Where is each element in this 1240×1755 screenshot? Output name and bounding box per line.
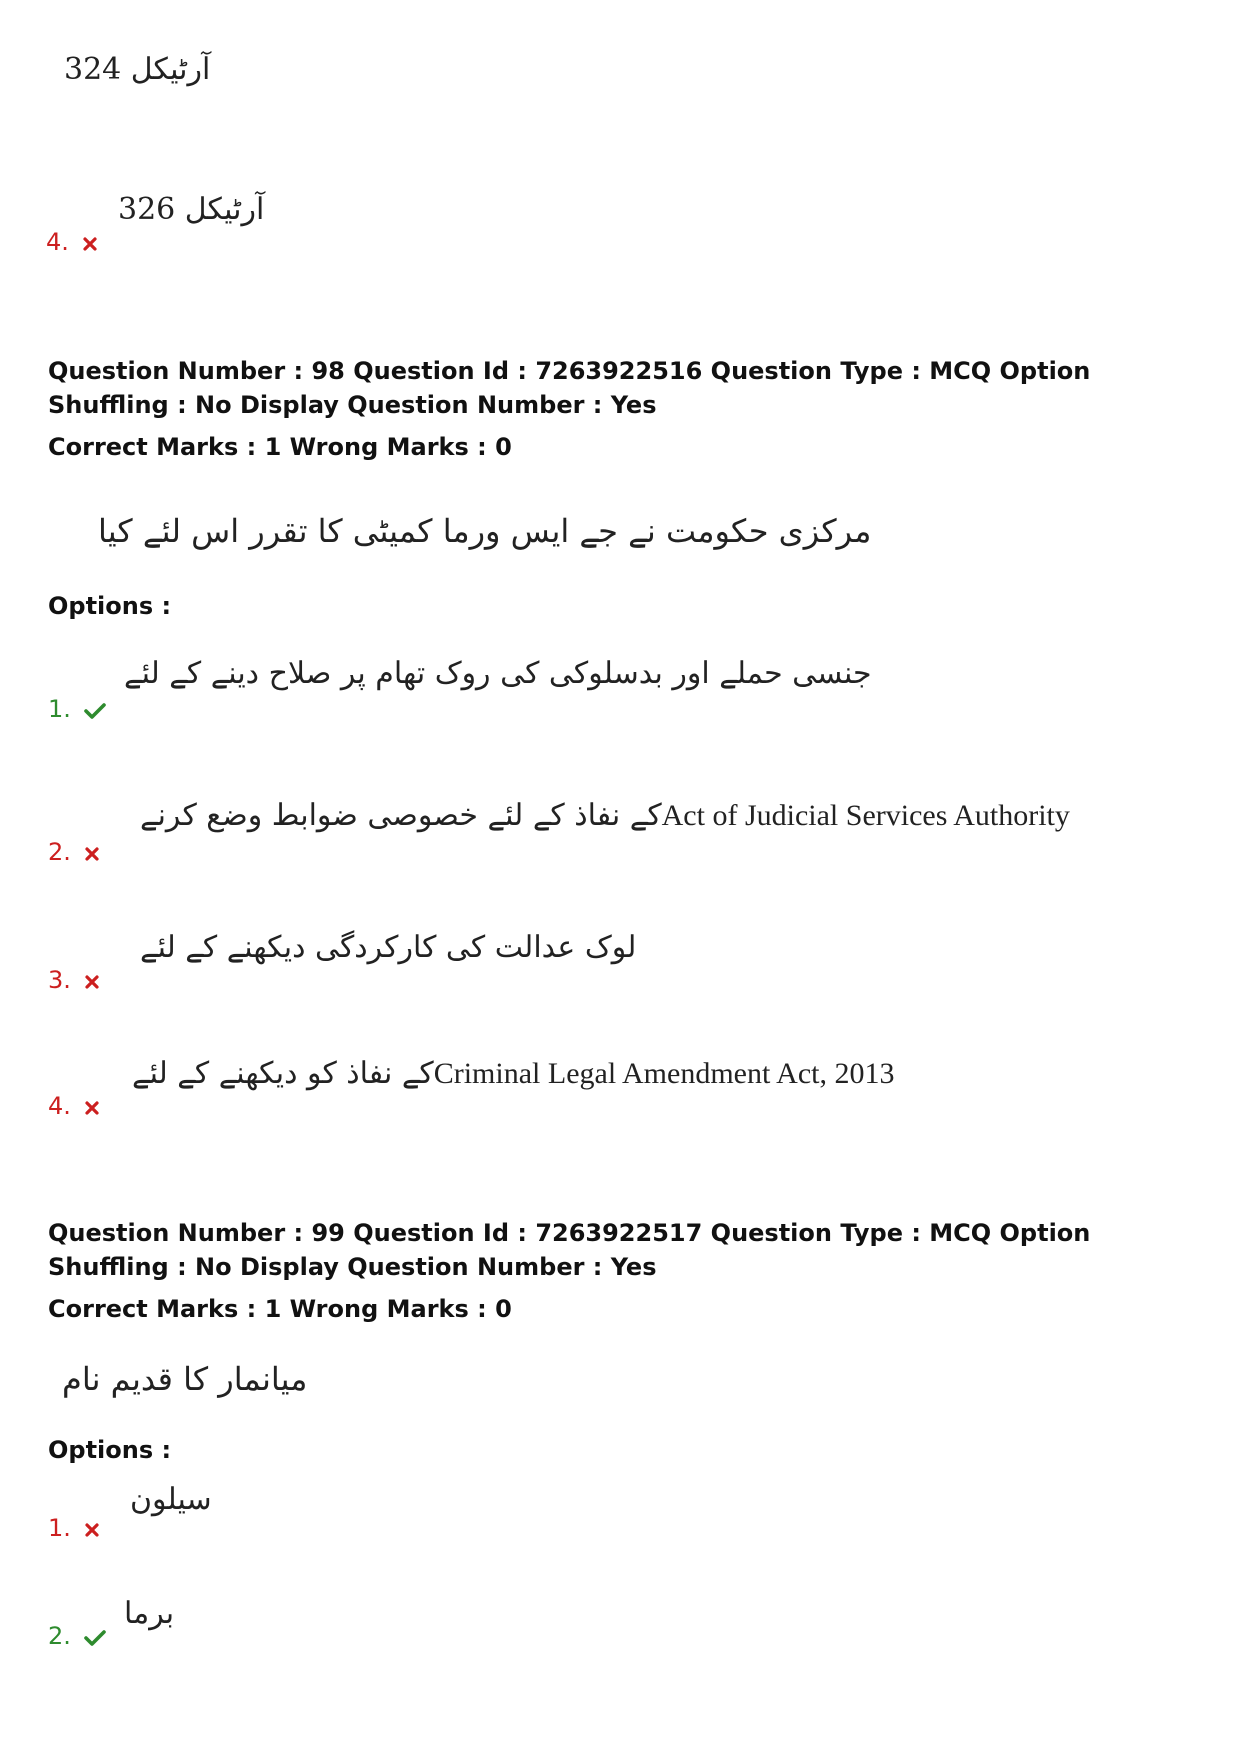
option-number: 2. — [48, 838, 71, 866]
option-number: 3. — [48, 966, 71, 994]
question-text: مرکزی حکومت نے جے ایس ورما کمیٹی کا تقرر اس لئے کیا — [98, 512, 872, 550]
options-label: Options : — [48, 1436, 172, 1464]
cross-icon — [84, 1522, 100, 1542]
option-4-text: آرٹیکل 326 — [118, 192, 265, 227]
cross-icon — [84, 1100, 100, 1120]
option-number: 4. — [46, 228, 69, 256]
option-2-english-part: Act of Judicial Services Authority — [661, 799, 1070, 832]
option-1-number-row — [48, 695, 106, 724]
cross-icon — [84, 974, 100, 994]
question-header: Question Number : 98 Question Id : 7263922516 Question Type : MCQ Option Shuffling : No Display Question Number : Yes — [48, 357, 1091, 419]
option-1-text: سیلون — [130, 1482, 212, 1517]
option-4-english-part: Criminal Legal Amendment Act, 2013 — [433, 1057, 895, 1090]
option-2-number-row — [48, 838, 100, 866]
option-2-urdu-part: کے نفاذ کے لئے خصوصی ضوابط وضع کرنے — [140, 798, 662, 833]
question-marks: Correct Marks : 1 Wrong Marks : 0 — [48, 1295, 512, 1323]
question-marks: Correct Marks : 1 Wrong Marks : 0 — [48, 433, 512, 461]
option-4-number-row — [48, 1092, 100, 1120]
option-4-number-row — [46, 228, 98, 256]
option-4-text — [132, 1056, 894, 1091]
option-3-text: آرٹیکل 324 — [64, 52, 211, 87]
option-number: 4. — [48, 1092, 71, 1120]
option-3-number-row — [48, 966, 100, 994]
option-1-number-row — [48, 1514, 100, 1542]
cross-icon — [84, 846, 100, 866]
question-text: میانمار کا قدیم نام — [62, 1360, 308, 1398]
option-2-text: برما — [124, 1596, 175, 1631]
check-icon — [84, 1629, 106, 1651]
option-2-text — [140, 798, 1070, 833]
option-2-number-row — [48, 1622, 106, 1651]
option-number: 1. — [48, 695, 71, 723]
options-label: Options : — [48, 592, 172, 620]
option-4-urdu-part: کے نفاذ کو دیکھنے کے لئے — [132, 1056, 434, 1091]
option-3-text: لوک عدالت کی کارکردگی دیکھنے کے لئے — [140, 930, 637, 965]
cross-icon — [82, 236, 98, 256]
option-number: 2. — [48, 1622, 71, 1650]
option-1-text: جنسی حملے اور بدسلوکی کی روک تھام پر صلاح دینے کے لئے — [124, 656, 872, 691]
check-icon — [84, 702, 106, 724]
option-number: 1. — [48, 1514, 71, 1542]
question-header: Question Number : 99 Question Id : 7263922517 Question Type : MCQ Option Shuffling : No Display Question Number : Yes — [48, 1219, 1091, 1281]
